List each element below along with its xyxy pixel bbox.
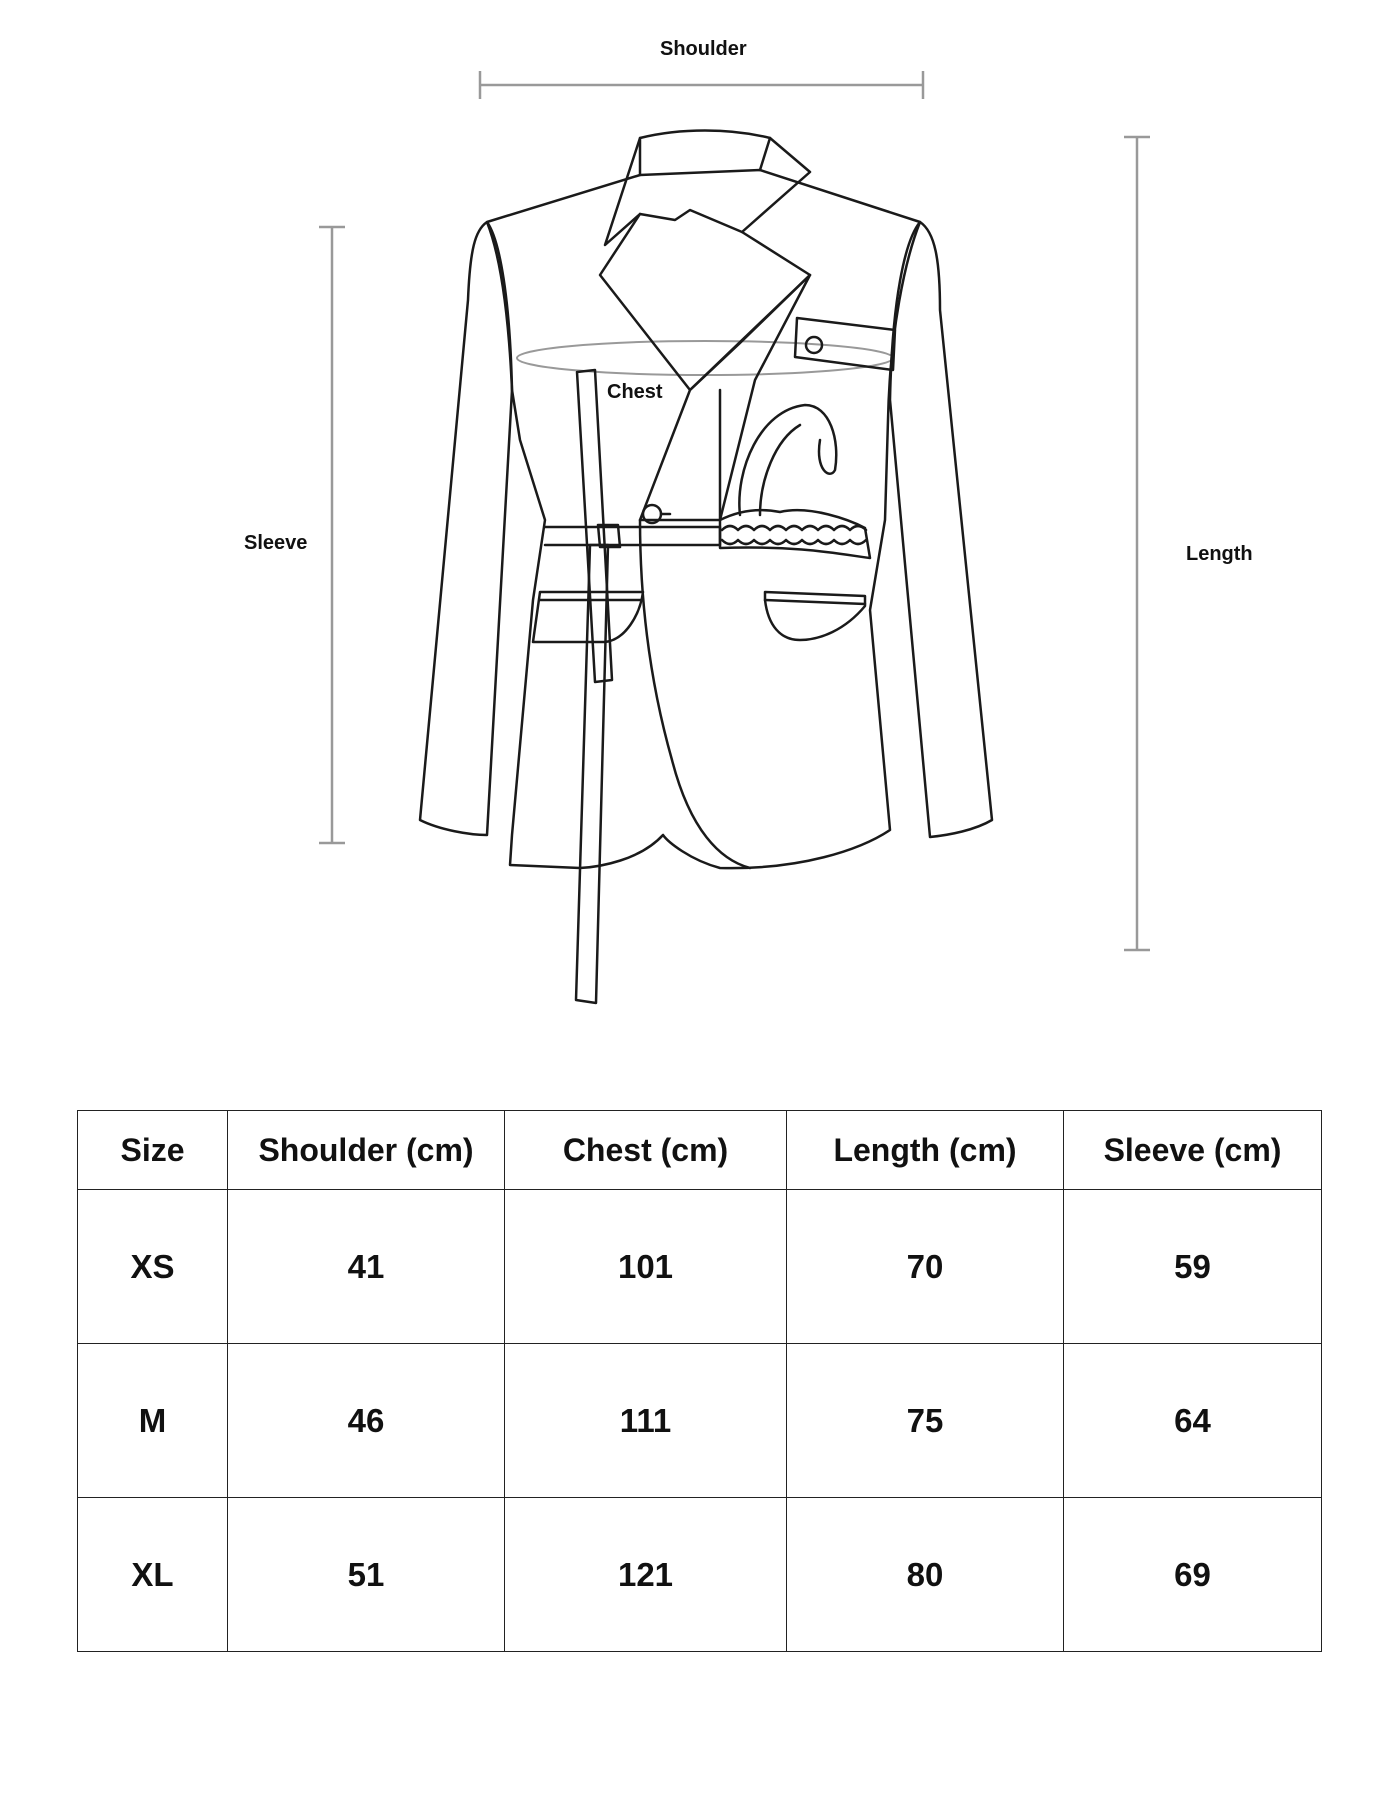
cell-size: XS [78, 1190, 228, 1344]
sleeve-label: Sleeve [244, 532, 308, 554]
right-pocket-flap [765, 592, 865, 640]
cell-sleeve: 59 [1064, 1190, 1322, 1344]
chest-measure-ellipse [517, 341, 893, 375]
table-row [78, 1498, 1322, 1652]
cell-size: XL [78, 1498, 228, 1652]
chest-label: Chest [607, 381, 663, 403]
collar-back [640, 131, 770, 176]
header-size: Size [78, 1111, 228, 1190]
sculpted-drape [739, 405, 836, 515]
table-row [78, 1190, 1322, 1344]
cell-chest: 111 [505, 1344, 787, 1498]
sculpted-drape-2 [760, 425, 800, 515]
gather-ruffles-2 [722, 540, 866, 544]
size-chart-table [77, 1110, 1322, 1652]
cell-sleeve: 64 [1064, 1344, 1322, 1498]
table-row [78, 1344, 1322, 1498]
cell-shoulder: 41 [228, 1190, 505, 1344]
shoulder-measure-line [480, 71, 923, 99]
left-sleeve [420, 222, 512, 835]
header-length: Length (cm) [787, 1111, 1064, 1190]
header-shoulder: Shoulder (cm) [228, 1111, 505, 1190]
table-header-row [78, 1111, 1322, 1190]
length-label: Length [1186, 543, 1253, 565]
gather-ruffles [722, 526, 866, 530]
header-sleeve: Sleeve (cm) [1064, 1111, 1322, 1190]
cell-length: 80 [787, 1498, 1064, 1652]
cell-chest: 121 [505, 1498, 787, 1652]
measurement-guides [319, 71, 1150, 950]
neckline [605, 138, 810, 245]
header-chest: Chest (cm) [505, 1111, 787, 1190]
jacket-outline [420, 131, 992, 1004]
belt-tie-knot [598, 525, 620, 547]
lapel-front [640, 275, 810, 520]
cell-shoulder: 46 [228, 1344, 505, 1498]
sleeve-measure-line [319, 227, 345, 843]
right-sleeve [890, 222, 992, 837]
cell-length: 70 [787, 1190, 1064, 1344]
gathered-waist [720, 510, 870, 558]
cell-size: M [78, 1344, 228, 1498]
cell-chest: 101 [505, 1190, 787, 1344]
belt-band [545, 527, 720, 545]
shoulder-label: Shoulder [660, 38, 747, 60]
length-measure-line [1124, 137, 1150, 950]
cell-shoulder: 51 [228, 1498, 505, 1652]
front-overlap [640, 520, 750, 868]
cell-sleeve: 69 [1064, 1498, 1322, 1652]
left-lapel [600, 214, 810, 390]
cell-length: 75 [787, 1344, 1064, 1498]
